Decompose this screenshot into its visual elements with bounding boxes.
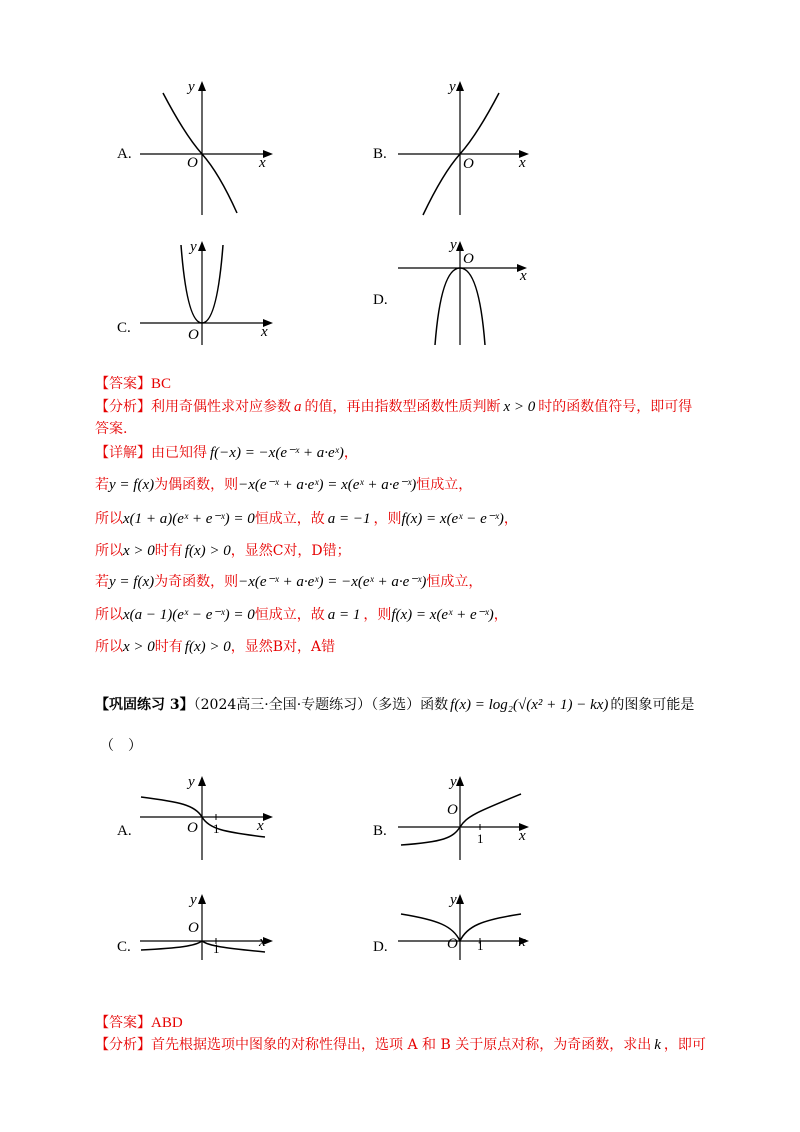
- analysis-var: a: [294, 399, 302, 415]
- detail-text: ，显然B对，A错: [230, 639, 336, 655]
- x-axis-label: x: [519, 828, 526, 844]
- analysis-text: ，即可: [663, 1037, 706, 1053]
- formula: a = 1: [327, 607, 361, 623]
- tick-label-one: 1: [213, 941, 220, 956]
- detail-text: 若: [95, 574, 109, 590]
- formula: x > 0: [123, 543, 155, 559]
- detail-text: 由已知得: [151, 445, 207, 461]
- x-axis-label: x: [261, 324, 268, 340]
- analysis-line-1: [95, 396, 692, 416]
- y-axis-label: y: [450, 237, 457, 253]
- origin-label: O: [447, 802, 458, 818]
- analysis-line-2: 答案.: [95, 421, 128, 437]
- detail-text: ，: [493, 607, 508, 623]
- answer-line-2: [95, 1012, 183, 1032]
- answer-line-1: [95, 373, 171, 393]
- detail-line-4: [95, 540, 351, 560]
- formula: a = −1: [327, 511, 371, 527]
- question-tag: 【巩固练习 3】: [95, 697, 194, 713]
- origin-label: O: [187, 820, 198, 836]
- question-formula: f(x) = log₂(√(x² + 1) − kx): [450, 697, 609, 713]
- detail-line-7: [95, 636, 335, 656]
- option-label-c: C.: [117, 320, 131, 336]
- y-axis-label: y: [190, 892, 197, 908]
- detail-line-3: [95, 508, 518, 528]
- x-axis-label: x: [520, 268, 527, 284]
- detail-line-1: 【详解】由已知得 f(−x) = −x(e⁻ˣ + a·eˣ)，: [95, 445, 358, 461]
- detail-line-6: [95, 604, 508, 624]
- answer-value: BC: [151, 376, 172, 392]
- formula: −x(e⁻ˣ + a·eˣ) = −x(eˣ + a·e⁻ˣ): [238, 574, 427, 590]
- origin-label: O: [463, 251, 474, 267]
- detail-text: ，显然C对，D错；: [230, 543, 351, 559]
- formula: y = f(x): [109, 477, 155, 493]
- answer-tag: 【答案】: [95, 376, 151, 392]
- formula: −x(e⁻ˣ + a·eˣ) = x(eˣ + a·e⁻ˣ): [238, 477, 417, 493]
- analysis-tag: 【分析】: [95, 1037, 151, 1053]
- detail-text: 所以: [95, 607, 123, 623]
- graph-1b: [393, 75, 543, 220]
- origin-label: O: [447, 936, 458, 952]
- detail-text: 所以: [95, 639, 123, 655]
- detail-text: 恒成立，故: [254, 607, 325, 623]
- graph-1d: [393, 235, 543, 350]
- formula: f(−x) = −x(e⁻ˣ + a·eˣ): [210, 445, 344, 461]
- option-label-c: C.: [117, 939, 131, 955]
- option-label-a: A.: [117, 146, 132, 162]
- question-line: [95, 694, 694, 714]
- y-axis-label: y: [449, 79, 456, 95]
- detail-text: 时有: [154, 543, 183, 559]
- y-axis-label: y: [188, 774, 195, 790]
- x-axis-label: x: [257, 818, 264, 834]
- analysis-cond: x > 0: [503, 399, 536, 415]
- detail-text: 所以: [95, 511, 123, 527]
- tick-label-one: 1: [213, 821, 220, 836]
- answer-tag: 【答案】: [95, 1015, 151, 1031]
- graph-2d: [393, 888, 543, 963]
- detail-text: 所以: [95, 543, 123, 559]
- formula: f(x) > 0: [184, 639, 231, 655]
- detail-text: 若: [95, 477, 109, 493]
- graph-2a: [135, 770, 285, 865]
- detail-text: 时有: [154, 639, 183, 655]
- answer-parentheses: （ ）: [100, 738, 142, 754]
- detail-line-2: [95, 474, 472, 494]
- detail-text: ，则: [373, 511, 402, 527]
- y-axis-label: y: [188, 79, 195, 95]
- option-label-a: A.: [117, 823, 132, 839]
- detail-text: 恒成立，故: [254, 511, 325, 527]
- tick-label-one: 1: [477, 831, 484, 846]
- option-label-d: D.: [373, 292, 388, 308]
- answer-value: ABD: [151, 1015, 183, 1031]
- graph-1c: [135, 235, 285, 350]
- origin-label: O: [187, 155, 198, 171]
- y-axis-label: y: [450, 774, 457, 790]
- analysis-var: k: [654, 1037, 661, 1053]
- formula: x(1 + a)(eˣ + e⁻ˣ) = 0: [123, 511, 255, 527]
- graph-2c: [135, 888, 285, 963]
- y-axis-label: y: [450, 892, 457, 908]
- graph-1a: [135, 75, 285, 220]
- y-axis-label: y: [190, 239, 197, 255]
- origin-label: O: [463, 156, 474, 172]
- detail-text: 为奇函数，则: [154, 574, 239, 590]
- detail-text: ，则: [363, 607, 392, 623]
- x-axis-label: x: [259, 155, 266, 171]
- option-label-b: B.: [373, 823, 387, 839]
- analysis-text: 时的函数值符号，即可得: [538, 399, 693, 415]
- formula: x > 0: [123, 639, 155, 655]
- analysis-line-3: [95, 1034, 706, 1054]
- origin-label: O: [188, 920, 199, 936]
- x-axis-label: x: [259, 934, 266, 950]
- x-axis-label: x: [519, 155, 526, 171]
- graph-2b: [393, 770, 543, 865]
- question-source: （2024高三·全国·专题练习）（多选）函数: [193, 697, 449, 713]
- analysis-text: 首先根据选项中图象的对称性得出，选项 A 和 B 关于原点对称，为奇函数，求出: [151, 1037, 652, 1053]
- analysis-tag: 【分析】: [95, 399, 151, 415]
- origin-label: O: [188, 327, 199, 343]
- detail-line-5: [95, 571, 482, 591]
- detail-text: 恒成立，: [416, 477, 473, 493]
- analysis-text: 的值，再由指数型函数性质判断: [304, 399, 501, 415]
- detail-text: ，: [503, 511, 518, 527]
- detail-tag: 【详解】: [95, 445, 151, 461]
- formula: f(x) > 0: [184, 543, 231, 559]
- option-label-d: D.: [373, 939, 388, 955]
- formula: f(x) = x(eˣ − e⁻ˣ): [401, 511, 504, 527]
- question-end: 的图象可能是: [610, 697, 695, 713]
- detail-text: 恒成立，: [426, 574, 483, 590]
- option-label-b: B.: [373, 146, 387, 162]
- formula: x(a − 1)(eˣ − e⁻ˣ) = 0: [123, 607, 255, 623]
- detail-text: 为偶函数，则: [154, 477, 239, 493]
- formula: y = f(x): [109, 574, 155, 590]
- x-axis-label: x: [519, 934, 526, 950]
- analysis-text: 利用奇偶性求对应参数: [151, 399, 291, 415]
- formula: f(x) = x(eˣ + e⁻ˣ): [391, 607, 494, 623]
- tick-label-one: 1: [477, 938, 484, 953]
